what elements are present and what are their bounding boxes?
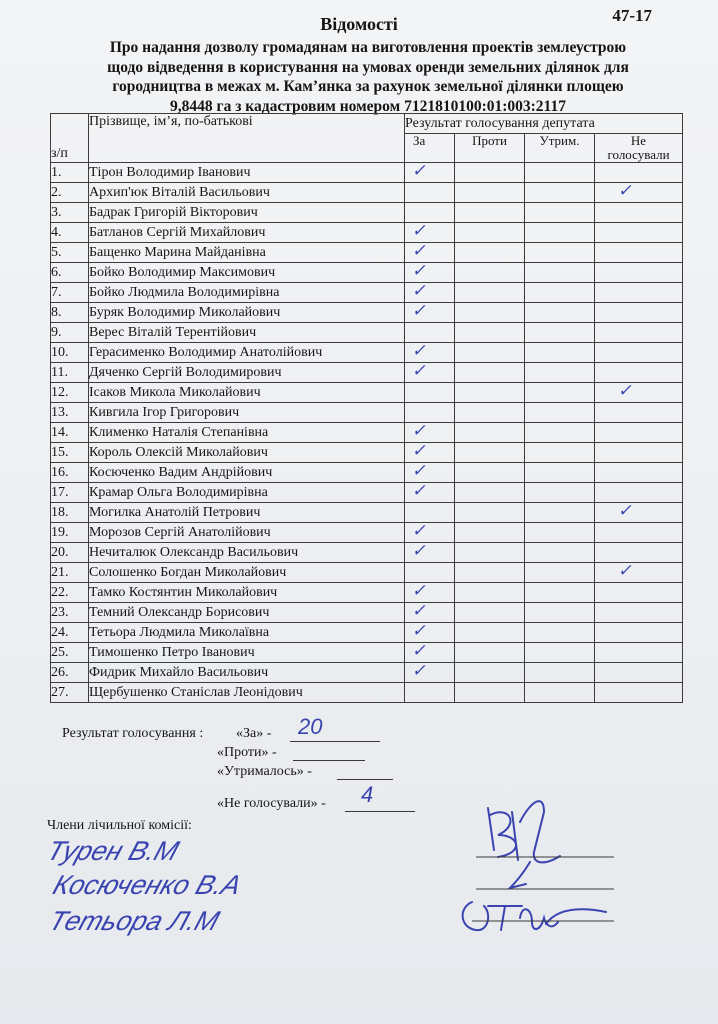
row-number: 25.: [51, 643, 89, 663]
checkmark-icon: ✓: [410, 621, 430, 641]
row-number: 19.: [51, 523, 89, 543]
row-deputy-name: Ісаков Микола Миколайович: [89, 383, 405, 403]
result-abstain-label: «Утрималось» -: [217, 764, 312, 779]
row-number: 1.: [51, 163, 89, 183]
row-deputy-name: Щербушенко Станіслав Леонідович: [89, 683, 405, 703]
row-deputy-name: Бащенко Марина Майданівна: [89, 243, 405, 263]
row-deputy-name: Батланов Сергій Михайлович: [89, 223, 405, 243]
commission-member-2: Косюченко В.А: [49, 870, 246, 900]
checkmark-icon: ✓: [410, 301, 430, 321]
row-number: 20.: [51, 543, 89, 563]
commission-label: Члени лічильної комісії:: [47, 818, 192, 833]
row-deputy-name: Тірон Володимир Іванович: [89, 163, 405, 183]
commission-member-3: Тетьора Л.М: [45, 906, 224, 936]
row-deputy-name: Король Олексій Миколайович: [89, 443, 405, 463]
subtitle-line: 9,8448 га з кадастровим номером 7121810100:01:003:2117: [170, 97, 566, 115]
header-for: За: [405, 134, 455, 163]
checkmark-icon: ✓: [410, 221, 430, 241]
row-number: 13.: [51, 403, 89, 423]
row-deputy-name: Фидрик Михайло Васильович: [89, 663, 405, 683]
checkmark-icon: ✓: [410, 241, 430, 261]
row-deputy-name: Бадрак Григорій Вікторович: [89, 203, 405, 223]
signature-3: [463, 902, 606, 930]
row-number: 5.: [51, 243, 89, 263]
checkmark-icon: ✓: [616, 501, 636, 521]
document-number: 47-17: [612, 6, 652, 25]
row-deputy-name: Тетьора Людмила Миколаївна: [89, 623, 405, 643]
result-against-label: «Проти» -: [217, 745, 277, 760]
row-deputy-name: Тамко Костянтин Миколайович: [89, 583, 405, 603]
header-vote-result: Результат голосування депутата: [405, 114, 683, 134]
row-number: 24.: [51, 623, 89, 643]
checkmark-icon: ✓: [410, 581, 430, 601]
checkmark-icon: ✓: [410, 541, 430, 561]
row-deputy-name: Клименко Наталія Степанівна: [89, 423, 405, 443]
row-deputy-name: Крамар Ольга Володимирівна: [89, 483, 405, 503]
row-deputy-name: Бойко Людмила Володимирівна: [89, 283, 405, 303]
row-number: 14.: [51, 423, 89, 443]
checkmark-icon: ✓: [410, 341, 430, 361]
row-deputy-name: Бойко Володимир Максимович: [89, 263, 405, 283]
header-not-voted-line: голосували: [607, 147, 670, 162]
checkmark-icon: ✓: [616, 181, 636, 201]
document-title: Відомості: [320, 14, 398, 34]
row-deputy-name: Морозов Сергій Анатолійович: [89, 523, 405, 543]
checkmark-icon: ✓: [410, 281, 430, 301]
checkmark-icon: ✓: [410, 601, 430, 621]
row-number: 2.: [51, 183, 89, 203]
checkmark-icon: ✓: [410, 261, 430, 281]
checkmark-icon: ✓: [616, 561, 636, 581]
header-abstain: Утрим.: [525, 134, 595, 163]
subtitle-line: городництва в межах м. Кам’янка за рахунок земельної ділянки площею: [112, 78, 624, 95]
row-number: 21.: [51, 563, 89, 583]
row-number: 8.: [51, 303, 89, 323]
checkmark-icon: ✓: [410, 361, 430, 381]
row-number: 12.: [51, 383, 89, 403]
row-deputy-name: Дяченко Сергій Володимирович: [89, 363, 405, 383]
checkmark-icon: ✓: [410, 161, 430, 181]
result-for-value: 20: [298, 714, 323, 739]
row-number: 23.: [51, 603, 89, 623]
checkmark-icon: ✓: [410, 481, 430, 501]
row-deputy-name: Кивгила Ігор Григорович: [89, 403, 405, 423]
row-deputy-name: Нечиталюк Олександр Васильович: [89, 543, 405, 563]
result-not-voted-label: «Не голосували» -: [217, 796, 326, 811]
row-number: 27.: [51, 683, 89, 703]
result-not-voted-value: 4: [361, 782, 374, 807]
row-number: 9.: [51, 323, 89, 343]
row-number: 6.: [51, 263, 89, 283]
row-deputy-name: Темний Олександр Борисович: [89, 603, 405, 623]
row-number: 22.: [51, 583, 89, 603]
row-number: 18.: [51, 503, 89, 523]
row-number: 17.: [51, 483, 89, 503]
row-number: 26.: [51, 663, 89, 683]
row-number: 4.: [51, 223, 89, 243]
checkmark-icon: ✓: [410, 421, 430, 441]
row-deputy-name: Герасименко Володимир Анатолійович: [89, 343, 405, 363]
checkmark-icon: ✓: [616, 381, 636, 401]
row-number: 15.: [51, 443, 89, 463]
header-name: Прізвище, ім’я, по-батькові: [89, 114, 405, 163]
row-deputy-name: Верес Віталій Терентійович: [89, 323, 405, 343]
subtitle-line: щодо відведення в користування на умовах оренди земельних ділянок для: [107, 58, 629, 76]
row-deputy-name: Солошенко Богдан Миколайович: [89, 563, 405, 583]
row-deputy-name: Косюченко Вадим Андрійович: [89, 463, 405, 483]
signature-2: [510, 862, 530, 888]
row-number: 7.: [51, 283, 89, 303]
header-number: з/п: [51, 114, 89, 163]
row-number: 3.: [51, 203, 89, 223]
row-deputy-name: Могилка Анатолій Петрович: [89, 503, 405, 523]
header-against: Проти: [455, 134, 525, 163]
row-deputy-name: Буряк Володимир Миколайович: [89, 303, 405, 323]
signature-1: [488, 801, 560, 862]
checkmark-icon: ✓: [410, 521, 430, 541]
row-deputy-name: Тимошенко Петро Іванович: [89, 643, 405, 663]
result-label: Результат голосування :: [62, 726, 204, 741]
checkmark-icon: ✓: [410, 641, 430, 661]
subtitle-line: Про надання дозволу громадянам на виготовлення проектів землеустрою: [109, 39, 627, 56]
row-number: 10.: [51, 343, 89, 363]
row-number: 16.: [51, 463, 89, 483]
result-for-label: «За» -: [236, 726, 272, 741]
checkmark-icon: ✓: [410, 441, 430, 461]
checkmark-icon: ✓: [410, 461, 430, 481]
commission-member-1: Турен В.М: [43, 836, 183, 866]
checkmark-icon: ✓: [410, 661, 430, 681]
header-not-voted-line: Не: [630, 133, 647, 148]
row-number: 11.: [51, 363, 89, 383]
row-deputy-name: Архип'юк Віталій Васильович: [89, 183, 405, 203]
